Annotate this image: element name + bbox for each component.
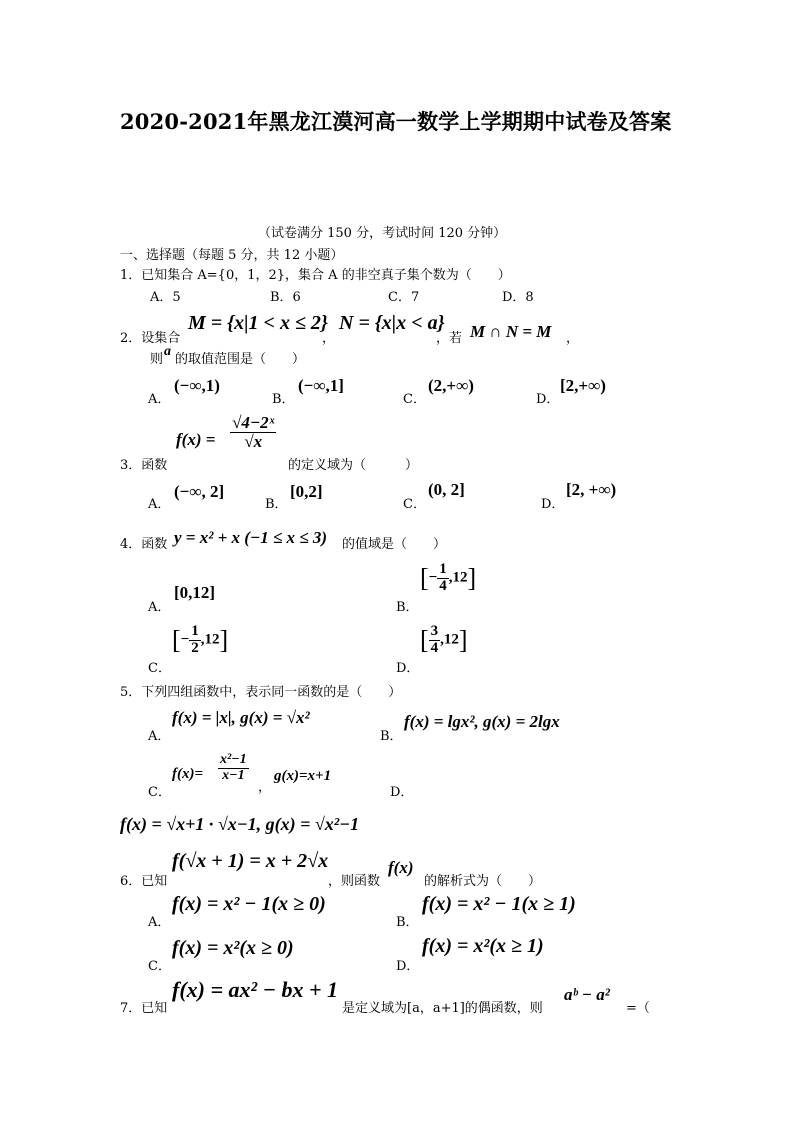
q4-option-d	[420, 624, 468, 657]
q5-option-b: f(x) = lgx², g(x) = 2lgx	[404, 712, 560, 731]
q1-option-b: B．6	[270, 290, 301, 305]
q2-option-d: [2,+∞)	[560, 376, 606, 395]
q3-post: 的定义域为（ ）	[288, 458, 419, 473]
page-title: 2020-2021年黑龙江漠河高一数学上学期期中试卷及答案	[120, 109, 672, 134]
q2-set-n: N = {x|x < a}	[339, 312, 445, 334]
q4-b-right-bracket: ]	[467, 563, 477, 593]
q5-stem: 5．下列四组函数中，表示同一函数的是（ ）	[120, 685, 402, 700]
q4-option-b	[420, 562, 476, 595]
q2-option-c: (2,+∞)	[428, 376, 474, 395]
q2-condition: M ∩ N = M	[470, 322, 552, 341]
q4-c-denominator: 2	[191, 639, 199, 656]
section-heading: 一、选择题（每题 5 分，共 12 小题）	[120, 248, 344, 263]
q4-option-c	[172, 624, 228, 657]
q4-d-left-bracket: [	[420, 625, 429, 655]
q4-b-minus: −	[428, 569, 438, 586]
q6-option-a: f(x) = x² − 1(x ≥ 0)	[172, 893, 326, 915]
q2-line2-post: 的取值范围是（ ）	[175, 352, 306, 367]
q4-d-label: D．	[396, 661, 420, 676]
q2-a-label: A．	[148, 392, 171, 407]
q6-option-b: f(x) = x² − 1(x ≥ 1)	[422, 893, 576, 915]
q5-c-label: C．	[148, 785, 171, 800]
q5-option-a: f(x) = |x|, g(x) = √x²	[172, 708, 310, 727]
q6-prefix: 6．已知	[120, 874, 168, 889]
q5-b-label: B．	[380, 729, 403, 744]
q7-expression: f(x) = ax² − bx + 1	[172, 977, 338, 1002]
q4-b-tail: ,12	[448, 569, 468, 586]
q4-c-left-bracket: [	[172, 625, 181, 655]
q5-c-fraction	[218, 753, 249, 783]
q4-prefix: 4．函数	[120, 537, 168, 552]
q6-fx: f(x)	[388, 858, 414, 877]
q4-expression: y = x² + x (−1 ≤ x ≤ 3)	[174, 528, 328, 547]
q6-c-label: C．	[148, 959, 171, 974]
q4-a-label: A．	[148, 600, 171, 615]
q4-b-numerator: 1	[439, 561, 447, 577]
q4-c-numerator: 1	[191, 623, 199, 639]
q5-c-gx: g(x)=x+1	[274, 768, 332, 784]
q5-c-fx: f(x)=	[172, 766, 204, 782]
q2-comma: ，	[322, 331, 336, 346]
q4-d-right-bracket: ]	[458, 625, 468, 655]
q1-option-d: D．8	[502, 290, 534, 305]
q6-expression: f(√x + 1) = x + 2√x	[172, 850, 329, 872]
q4-c-minus: −	[180, 631, 190, 648]
q2-option-b: (−∞,1]	[298, 376, 344, 395]
q4-d-tail: ,12	[440, 631, 459, 648]
q2-d-label: D．	[536, 392, 560, 407]
q4-post: 的值域是（ ）	[342, 537, 447, 552]
q5-a-label: A．	[148, 729, 171, 744]
q7-prefix: 7．已知	[120, 1001, 168, 1016]
q2-prefix: 2．设集合	[120, 331, 181, 346]
q4-d-numerator: 3	[430, 623, 439, 639]
q3-numerator: √4−2ˣ	[232, 413, 275, 432]
q6-option-c: f(x) = x²(x ≥ 0)	[172, 937, 294, 959]
exam-info: （试卷满分 150 分，考试时间 120 分钟）	[258, 226, 507, 241]
q3-b-label: B．	[265, 497, 288, 512]
q2-var-a: a	[164, 344, 171, 359]
q7-mid: 是定义域为[a，a+1]的偶函数，则	[342, 1001, 543, 1016]
q4-c-tail: ,12	[200, 631, 220, 648]
q2-end: ，	[566, 331, 580, 346]
q6-post: 的解析式为（ ）	[424, 874, 542, 889]
q3-option-a: (−∞, 2]	[174, 482, 225, 501]
q4-b-left-bracket: [	[420, 563, 429, 593]
q6-mid: ，则函数	[328, 874, 381, 889]
q2-if: ，若	[436, 331, 463, 346]
q3-option-d: [2, +∞)	[566, 480, 617, 499]
q4-b-label: B．	[396, 600, 419, 615]
q5-c-separator: ，	[258, 780, 272, 795]
q5-option-d: f(x) = √x+1 · √x−1, g(x) = √x²−1	[120, 814, 360, 834]
q1-stem: 1．已知集合 A={0，1，2}，集合 A 的非空真子集个数为（ ）	[120, 268, 511, 283]
q4-c-right-bracket: ]	[219, 625, 229, 655]
q3-c-label: C．	[403, 497, 426, 512]
q7-expression-2: aᵇ − a²	[564, 985, 610, 1004]
q3-prefix: 3．函数	[120, 458, 168, 473]
q7-post: =（	[626, 1001, 650, 1016]
q3-fraction	[230, 414, 276, 451]
q6-d-label: D．	[396, 959, 420, 974]
q6-a-label: A．	[148, 915, 171, 930]
q2-b-label: B．	[272, 392, 295, 407]
q2-option-a: (−∞,1)	[174, 376, 220, 395]
q5-c-numerator: x²−1	[220, 752, 247, 767]
q2-line2-pre: 则	[150, 352, 164, 367]
q4-option-a: [0,12]	[174, 583, 216, 602]
q3-d-label: D．	[541, 497, 565, 512]
q5-c-denominator: x−1	[222, 767, 245, 783]
q1-option-c: C．7	[388, 290, 420, 305]
q3-function-lhs: f(x) =	[176, 430, 216, 449]
q3-option-c: (0, 2]	[428, 480, 465, 499]
q2-set-m: M = {x|1 < x ≤ 2}	[188, 312, 328, 334]
q6-b-label: B．	[396, 915, 419, 930]
q1-option-a: A．5	[150, 290, 181, 305]
q3-denominator: √x	[244, 431, 263, 451]
q5-d-label: D．	[390, 785, 414, 800]
q3-option-b: [0,2]	[290, 482, 323, 501]
q4-c-label: C．	[148, 661, 171, 676]
q4-d-denominator: 4	[430, 639, 439, 656]
q2-c-label: C．	[403, 392, 426, 407]
q4-b-denominator: 4	[439, 577, 447, 594]
q3-a-label: A．	[148, 497, 171, 512]
q6-option-d: f(x) = x²(x ≥ 1)	[422, 935, 544, 957]
